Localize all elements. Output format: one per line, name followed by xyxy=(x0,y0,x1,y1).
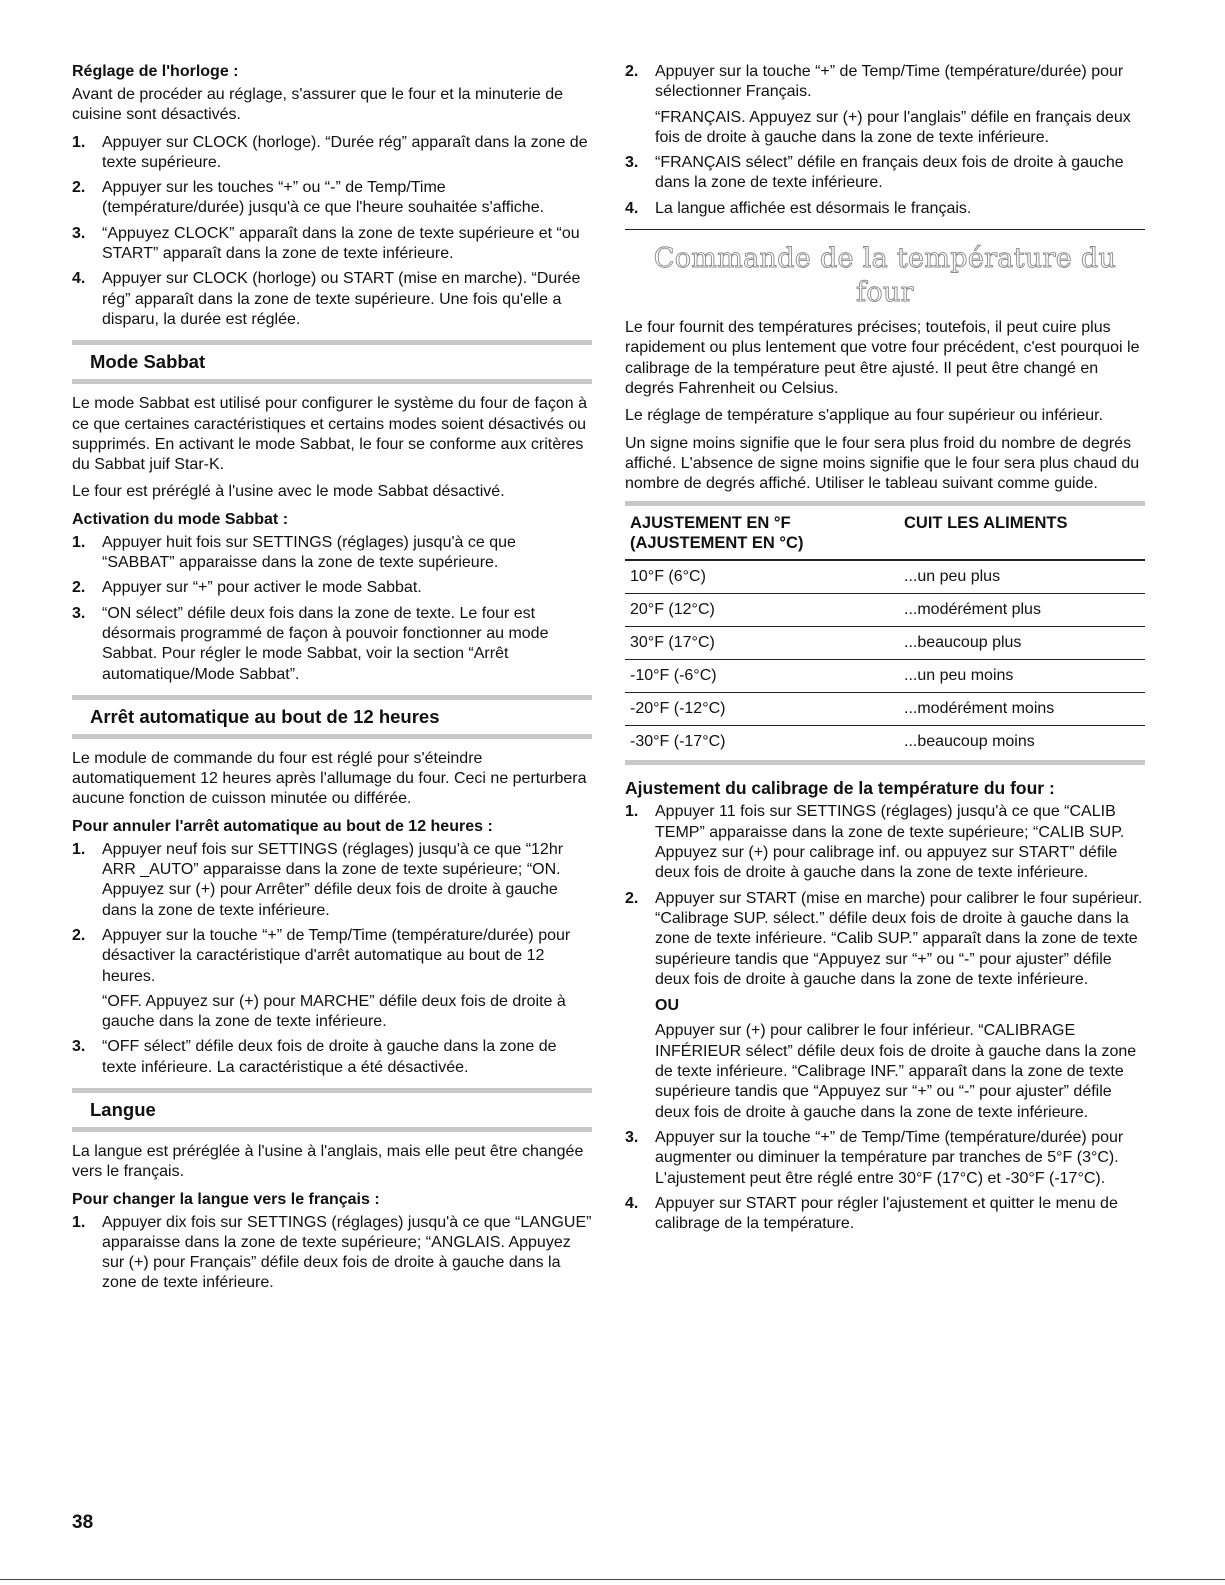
or-label: OU xyxy=(655,997,679,1015)
language-title: Langue xyxy=(90,1098,156,1120)
list-item: 2. Appuyer sur la touche “+” de Temp/Time (température/durée) pour sélectionner Français. “FRANÇAIS. Appuyez sur (+) pour l'anglais” défile en français deux fois de droite à gauche dans la zone de texte inférieure. xyxy=(625,63,1131,146)
table-row: 10°F (6°C) ...un peu plus xyxy=(625,560,1145,594)
temp-p2: Le réglage de température s'applique au four supérieur ou inférieur. xyxy=(625,407,1104,425)
list-item: 1. Appuyer sur CLOCK (horloge). “Durée rég” apparaît dans la zone de texte supérieure. xyxy=(72,133,588,171)
calib-steps xyxy=(625,802,1145,1234)
autooff-p1: Le module de commande du four est réglé pour s'éteindre automatiquement 12 heures après l'allumage du four. Ceci ne perturbera aucune fonction de cuisson minutée ou différée. xyxy=(72,749,587,808)
list-item: 1. Appuyer huit fois sur SETTINGS (réglages) jusqu'à ce que “SABBAT” apparaisse dans la zone de texte supérieure. xyxy=(72,533,516,572)
table-bottom-band xyxy=(625,760,1145,765)
section-divider xyxy=(625,229,1145,230)
language-p1: La langue est préréglée à l'usine à l'anglais, mais elle peut être changée vers le français. xyxy=(72,1142,584,1181)
left-column xyxy=(72,62,592,1301)
list-item: 1. Appuyer 11 fois sur SETTINGS (réglages) jusqu'à ce que “CALIB TEMP” apparaisse dans la zone de texte supérieure; “CALIB SUP. Appuyez sur (+) pour calibrage inf. ou appuyez sur START” défile deux fois de droite à gauche dans la zone de texte inférieure. xyxy=(625,803,1125,882)
list-item: 3. “ON sélect” défile deux fois dans la zone de texte. Le four est désormais programmé de façon à pouvoir fonctionner au mode Sabbat. Pour régler le mode Sabbat, voir la section “Arrêt automatique/Mode Sabbat”. xyxy=(72,604,549,683)
temp-p1: Le four fournit des températures précises; toutefois, il peut cuire plus rapidement ou plus lentement que votre four précédent, c'est pourquoi le calibrage de la température peut être ajusté. Il peut être changé en degrés Fahrenheit ou Celsius. xyxy=(625,319,1140,397)
right-column xyxy=(625,62,1145,1241)
table-row: -30°F (-17°C) ...beaucoup moins xyxy=(630,733,1035,751)
autooff-subheading: Pour annuler l'arrêt automatique au bout de 12 heures : xyxy=(72,817,493,835)
list-item: 4. Appuyer sur START pour régler l'ajustement et quitter le menu de calibrage de la température. xyxy=(625,1194,1118,1233)
table-row: -20°F (-12°C) ...modérément moins xyxy=(625,693,1145,726)
language-steps-continued xyxy=(625,62,1145,219)
table-row: 30°F (17°C) ...beaucoup plus xyxy=(625,627,1145,660)
sabbath-steps xyxy=(72,533,592,685)
autooff-steps xyxy=(72,840,592,1078)
sabbath-subheading: Activation du mode Sabbat : xyxy=(72,510,289,528)
list-item: 1. Appuyer dix fois sur SETTINGS (réglages) jusqu'à ce que “LANGUE” apparaisse dans la zone de texte supérieure; “ANGLAIS. Appuyez sur (+) pour Français” défile deux fois de droite à gauche dans la zone de texte inférieure. xyxy=(72,1213,592,1292)
list-item: 3. Appuyer sur la touche “+” de Temp/Time (température/durée) pour augmenter ou diminuer la température par tranches de 5°F (3°C). L'ajustement peut être réglé entre 30°F (17°C) et -30°F (-17°C). xyxy=(625,1128,1124,1187)
sabbath-p1: Le mode Sabbat est utilisé pour configurer le système du four de façon à ce que certaines caractéristiques et certains modes soient désactivés ou supprimés. En activant le mode Sabbat, le four se conforme aux critères du Sabbat juif Star-K. xyxy=(72,395,587,474)
list-item: 4. La langue affichée est désormais le français. xyxy=(625,199,972,217)
list-item: 3. “FRANÇAIS sélect” défile en français deux fois de droite à gauche dans la zone de texte inférieure. xyxy=(625,154,1124,192)
table-row: -10°F (-6°C) ...un peu moins xyxy=(625,660,1145,693)
page-bottom-rule xyxy=(0,1579,1225,1580)
clock-intro: Avant de procéder au réglage, s'assurer que le four et la minuterie de cuisine sont désactivés. xyxy=(72,86,564,124)
table-header-row xyxy=(625,506,1145,560)
language-section-header xyxy=(72,1088,592,1132)
page-number: 38 xyxy=(72,1512,94,1533)
list-item: 4. Appuyer sur CLOCK (horloge) ou START (mise en marche). “Durée rég” apparaît dans la zone de texte supérieure. Une fois qu'elle a disparu, la durée est réglée. xyxy=(72,270,581,328)
temp-control-title: Commande de la température du four xyxy=(653,243,1117,309)
table-row: 20°F (12°C) ...modérément plus xyxy=(625,594,1145,627)
clock-heading: Réglage de l'horloge : xyxy=(72,63,239,80)
table-header-result: CUIT LES ALIMENTS xyxy=(899,506,1145,560)
list-item: 2. Appuyer sur les touches “+” ou “-” de Temp/Time (température/durée) jusqu'à ce que l'heure souhaitée s'affiche. xyxy=(72,179,545,217)
autooff-title: Arrêt automatique au bout de 12 heures xyxy=(90,705,440,727)
list-item: 2. Appuyer sur “+” pour activer le mode Sabbat. xyxy=(72,579,422,597)
calibration-table xyxy=(625,506,1145,758)
clock-steps xyxy=(72,133,592,331)
list-item: 3. “OFF sélect” défile deux fois de droite à gauche dans la zone de texte inférieure. La caractéristique a été désactivée. xyxy=(72,1038,557,1076)
language-subheading: Pour changer la langue vers le français : xyxy=(72,1190,380,1208)
table-header-adjust: AJUSTEMENT EN °F (AJUSTEMENT EN °C) xyxy=(625,506,899,560)
autooff-section-header xyxy=(72,695,592,739)
language-steps xyxy=(72,1213,592,1294)
temp-p3: Un signe moins signifie que le four sera plus froid du nombre de degrés affiché. L'absence de signe moins signifie que le four sera plus chaud du nombre de degrés affiché. Utiliser le tableau suivant comme guide. xyxy=(625,434,1140,493)
list-item: 3. “Appuyez CLOCK” apparaît dans la zone de texte supérieure et “ou START” apparaît dans la zone de texte inférieure. xyxy=(72,224,580,263)
calib-heading: Ajustement du calibrage de la température du four : xyxy=(625,778,1055,799)
sabbath-section-header xyxy=(72,340,592,384)
sabbath-title: Mode Sabbat xyxy=(90,351,206,373)
sabbath-p2: Le four est préréglé à l'usine avec le mode Sabbat désactivé. xyxy=(72,483,505,501)
list-item: 2. Appuyer sur START (mise en marche) pour calibrer le four supérieur. “Calibrage SUP. sélect.” défile deux fois de droite à gauche dans la zone de texte inférieure. “Calib SUP.” apparaît dans la zone de texte supérieure tandis que “Appuyez sur “+” ou “-” pour ajuster” défile deux fois de droite à gauche dans la zone de texte inférieure. OU Appuyer sur (+) pour calibrer le four inférieur. “CALIBRAGE INFÉRIEUR sélect” défile deux fois de droite à gauche dans la zone de texte inférieure. “Calibrage INF.” apparaît dans la zone de texte supérieure tandis que “Appuyez sur “+” ou “-” pour ajuster” défile deux fois de droite à gauche dans la zone de texte inférieure. xyxy=(625,889,1145,1123)
list-item: 1. Appuyer neuf fois sur SETTINGS (réglages) jusqu'à ce que “12hr ARR _AUTO” apparaisse dans la zone de texte supérieure; “ON. Appuyez sur (+) pour Arrêter” défile deux fois de droite à gauche dans la zone de texte inférieure. xyxy=(72,840,564,919)
list-item: 2. Appuyer sur la touche “+” de Temp/Time (température/durée) pour désactiver la caractéristique d'arrêt automatique au bout de 12 heures. “OFF. Appuyez sur (+) pour MARCHE” défile deux fois de droite à gauche dans la zone de texte inférieure. xyxy=(72,926,571,1031)
